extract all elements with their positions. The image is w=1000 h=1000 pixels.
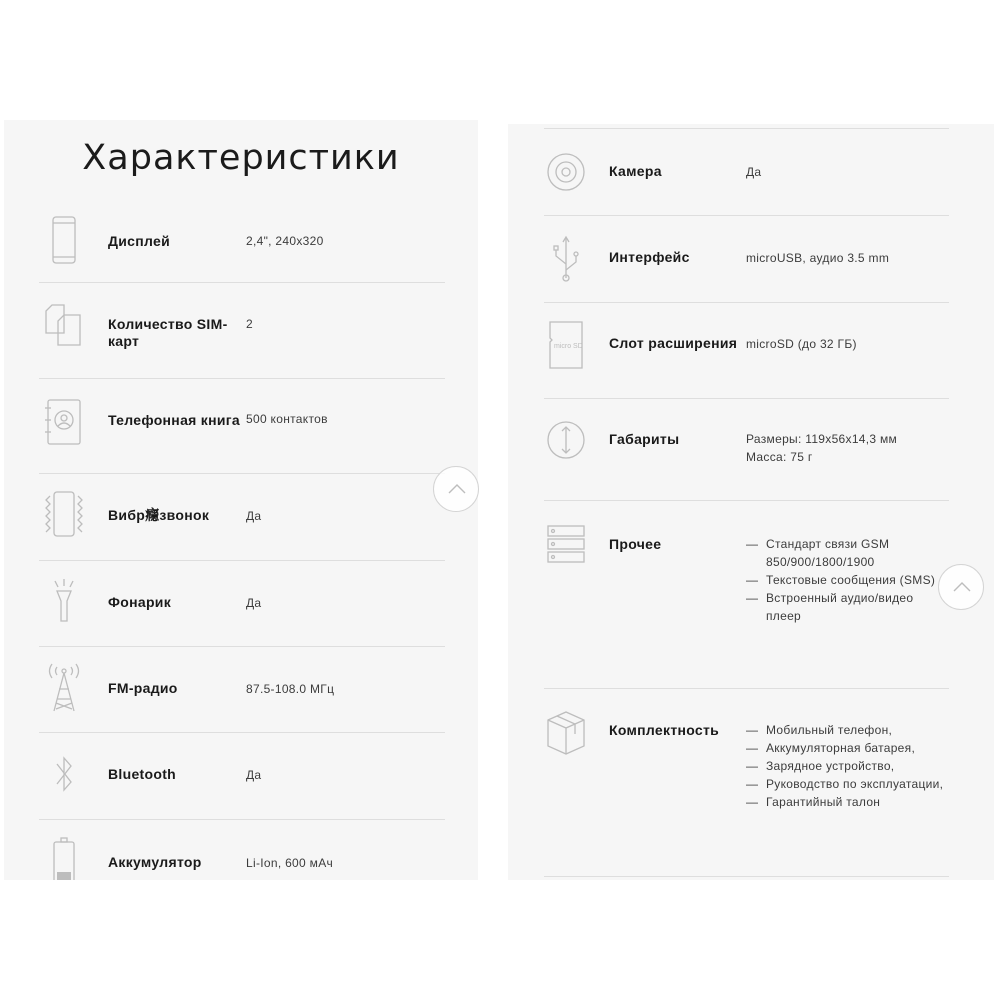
divider (39, 473, 445, 474)
microsd-icon (544, 320, 588, 370)
spec-value: microSD (до 32 ГБ) (746, 337, 857, 351)
spec-value: 2,4", 240x320 (246, 234, 324, 248)
vibration-icon (42, 490, 86, 540)
spec-row-dimensions (544, 416, 984, 486)
spec-label: Слот расширения (609, 335, 738, 351)
divider (544, 500, 949, 501)
list-item: — Руководство по эксплуатации, (746, 775, 946, 793)
sim-cards-icon (42, 303, 86, 353)
spec-row-bluetooth (42, 750, 478, 810)
spec-label: Аккумулятор (108, 854, 202, 870)
battery-icon (42, 836, 86, 880)
spec-value-line: Масса: 75 г (746, 450, 813, 464)
radio-tower-icon (42, 663, 86, 713)
spec-label: Комплектность (609, 722, 720, 738)
page-title: Характеристики (82, 138, 400, 178)
spec-value: 87.5-108.0 МГц (246, 682, 335, 696)
divider (39, 378, 445, 379)
spec-row-interface (544, 234, 984, 294)
scroll-to-top-button[interactable] (433, 466, 479, 512)
chevron-up-icon (446, 480, 468, 498)
spec-value: Да (246, 596, 262, 610)
spec-value: Li-Ion, 600 мАч (246, 856, 334, 870)
specs-panel-left (4, 120, 478, 880)
list-item: — Текстовые сообщения (SMS) (746, 571, 946, 589)
server-list-icon (544, 522, 588, 572)
spec-value-list (746, 721, 946, 811)
spec-value: Да (746, 165, 762, 179)
spec-label: Фонарик (108, 594, 172, 610)
spec-value: microUSB, аудио 3.5 mm (746, 251, 890, 265)
divider (544, 876, 949, 877)
spec-row-expansion-slot (544, 320, 984, 380)
spec-label: FM-радио (108, 680, 178, 696)
spec-value (746, 535, 946, 625)
spec-row-vibration (42, 490, 478, 550)
divider (39, 646, 445, 647)
spec-value: 2 (246, 317, 253, 331)
list-item: — Стандарт связи GSM 850/900/1800/1900 (746, 535, 946, 571)
phone-display-icon (42, 215, 86, 265)
phonebook-icon (42, 398, 86, 448)
divider (39, 732, 445, 733)
list-item: — Гарантийный талон (746, 793, 946, 811)
spec-value (746, 721, 946, 811)
spec-value: Да (246, 509, 262, 523)
chevron-up-icon (951, 578, 973, 596)
spec-label: Количество SIM-карт (108, 316, 228, 349)
spec-row-display (42, 213, 478, 273)
divider (39, 819, 445, 820)
spec-row-package (544, 708, 984, 848)
spec-label: Габариты (609, 431, 680, 447)
spec-label: Интерфейс (609, 249, 690, 265)
spec-label: Прочее (609, 536, 662, 552)
spec-row-fm-radio (42, 663, 478, 723)
spec-label: Вибр癮звонок (108, 507, 210, 523)
divider (544, 688, 949, 689)
spec-row-battery (42, 836, 478, 880)
divider (544, 215, 949, 216)
spec-label: Телефонная книга (108, 412, 240, 428)
divider (544, 128, 949, 129)
divider (39, 282, 445, 283)
dimensions-icon (544, 416, 588, 466)
spec-row-phonebook (42, 398, 478, 458)
divider (544, 302, 949, 303)
spec-label: Дисплей (108, 233, 171, 249)
box-icon (544, 708, 588, 758)
flashlight-icon (42, 577, 86, 627)
spec-row-sim (42, 303, 478, 363)
spec-value-line: Размеры: 119x56x14,3 мм (746, 432, 898, 446)
list-item: — Зарядное устройство, (746, 757, 946, 775)
spec-row-flashlight (42, 577, 478, 637)
divider (39, 560, 445, 561)
spec-row-other (544, 522, 984, 652)
scroll-to-top-button[interactable] (938, 564, 984, 610)
spec-label: Камера (609, 163, 662, 179)
list-item: — Встроенный аудио/видео плеер (746, 589, 946, 625)
specs-panel-right (508, 124, 994, 880)
list-item: — Аккумуляторная батарея, (746, 739, 946, 757)
spec-value: Да (246, 768, 262, 782)
spec-value-list (746, 535, 946, 625)
usb-icon (544, 234, 588, 284)
list-item: — Мобильный телефон, (746, 721, 946, 739)
spec-label: Bluetooth (108, 766, 177, 782)
bluetooth-icon (42, 750, 86, 800)
camera-icon (544, 148, 588, 198)
spec-value: 500 контактов (246, 412, 328, 426)
divider (544, 398, 949, 399)
spec-row-camera (544, 148, 984, 208)
microsd-icon-text: micro SD (554, 343, 583, 350)
spec-value (746, 430, 946, 466)
